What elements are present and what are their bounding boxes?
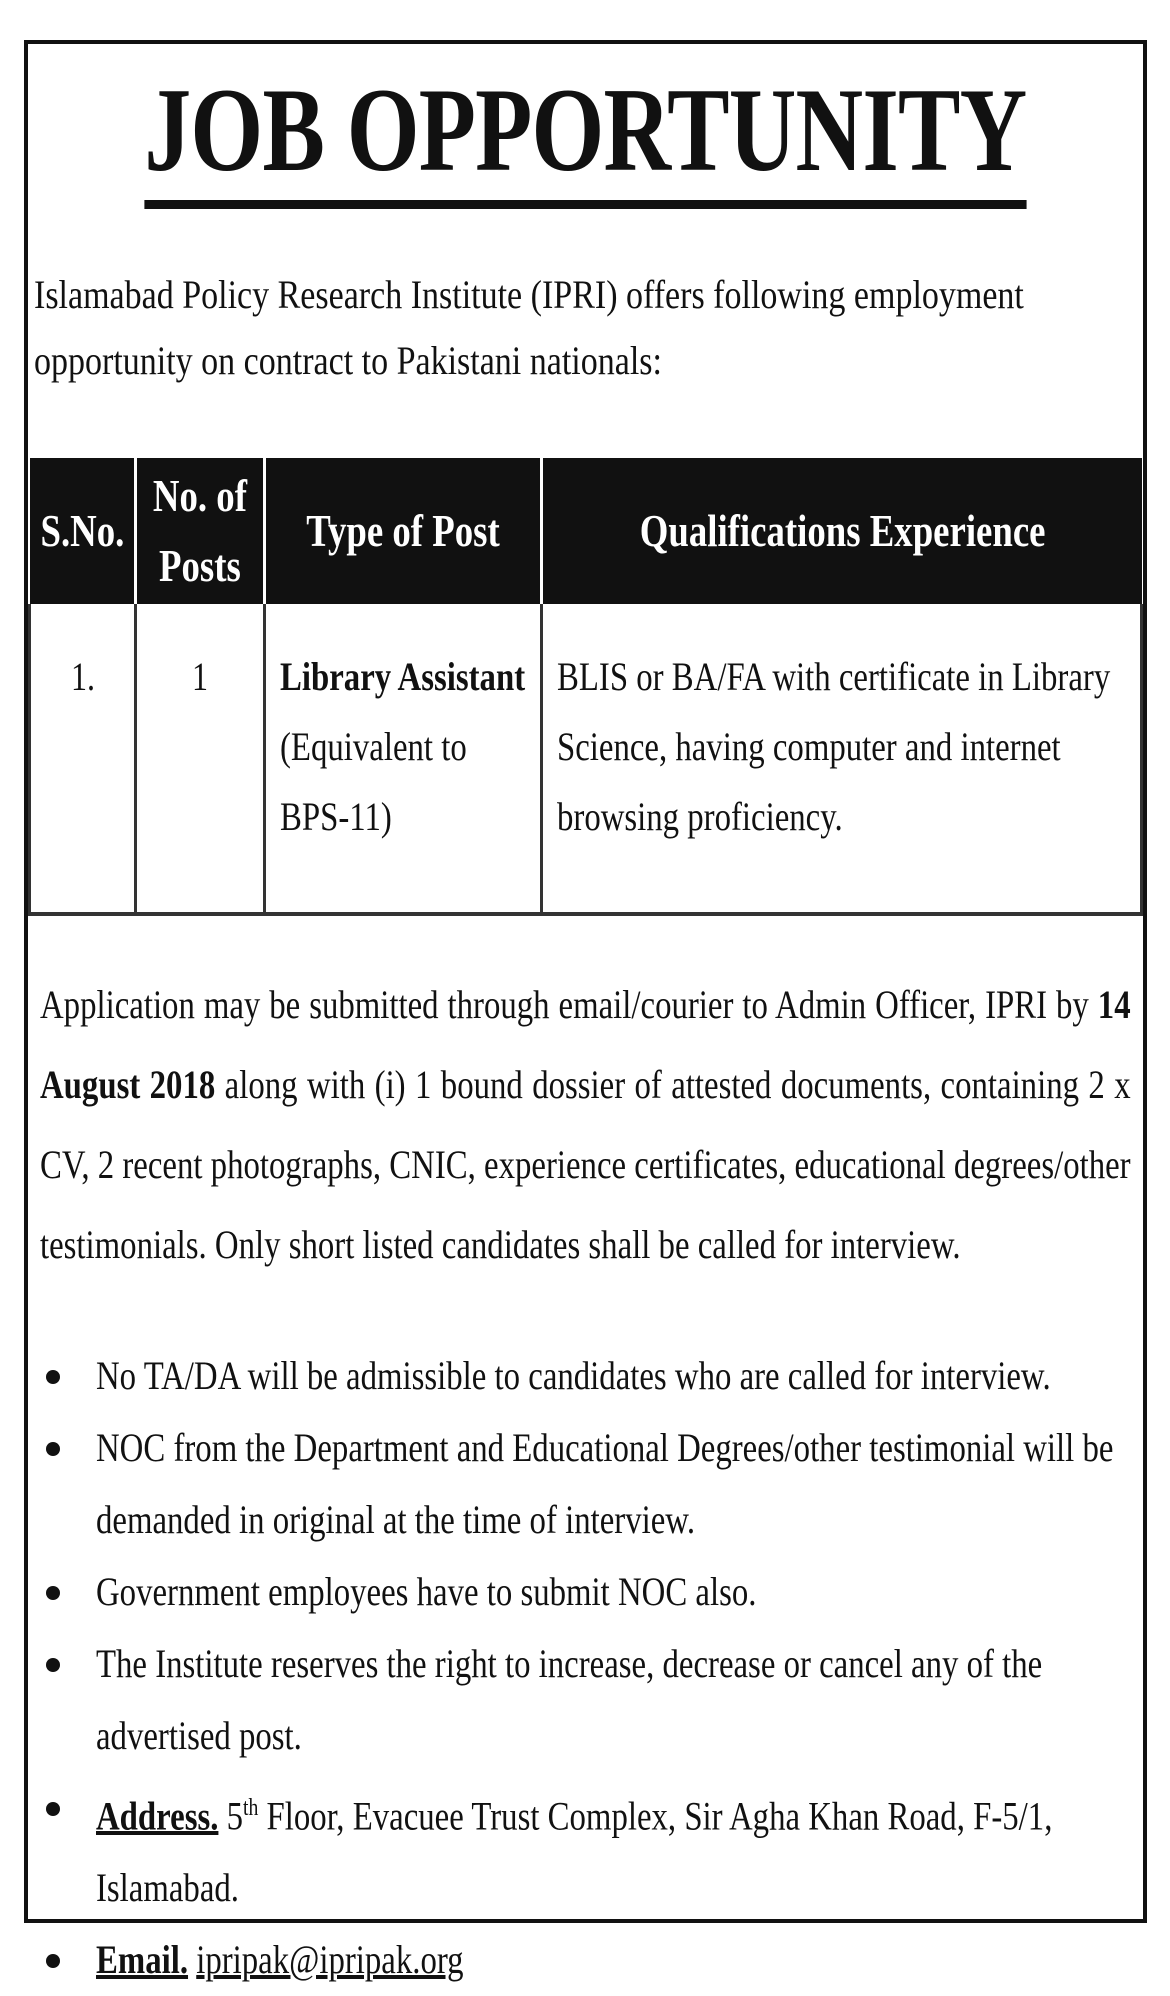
address-item: Address. 5th Floor, Evacuee Trust Complex, Sir Agha Khan Road, F-5/1, Islamabad. [40,1772,1140,1924]
bullet-icon [46,1442,60,1456]
cell-sno: 1. [30,604,136,914]
cell-qualifications: BLIS or BA/FA with certificate in Library Science, having computer and internet browsing proficiency. [542,604,1142,914]
jobs-table [28,458,1143,916]
address-text: Floor, Evacuee Trust Complex, Sir Agha Khan Road, F-5/1, Islamabad. [96,1793,1053,1911]
email-label: Email. [96,1937,189,1983]
email-item [40,1924,1140,1996]
bullet-icon [46,1658,60,1672]
application-paragraph: Application may be submitted through email/courier to Admin Officer, IPRI by 14 August 2018 along with (i) 1 bound dossier of attested documents, containing 2 x CV, 2 recent photographs, CNIC, experience certificates, educational degrees/other testimonials. Only short listed candidates shall be called for interview. [40,982,1131,1267]
intro-paragraph: Islamabad Policy Research Institute (IPRI) offers following employment opportunity on contract to Pakistani nationals: [34,272,1024,383]
address-label: Address. [96,1793,219,1839]
list-item: No TA/DA will be admissible to candidates who are called for interview. [40,1340,1140,1412]
cell-type [265,604,542,914]
list-item: The Institute reserves the right to increase, decrease or cancel any of the advertised post. [40,1628,1140,1772]
list-item: Government employees have to submit NOC also. [40,1556,1140,1628]
page-title [0,63,1170,209]
bullet-icon [46,1370,60,1384]
terms-list [40,1340,1140,1996]
header-posts: No. of Posts [136,458,265,604]
header-type: Type of Post [265,458,542,604]
table-row [30,604,1142,914]
header-qualifications: Qualifications Experience [542,458,1142,604]
bullet-icon [46,1954,60,1968]
bullet-icon [46,1586,60,1600]
list-item: NOC from the Department and Educational Degrees/other testimonial will be demanded in original at the time of interview. [40,1412,1140,1556]
table-header-row [30,458,1142,604]
title-text: JOB OPPORTUNITY [144,70,1026,209]
email-link[interactable]: ipripak@ipripak.org [196,1937,464,1983]
application-deadline: 14 August 2018 [40,982,1131,1107]
header-sno: S.No. [30,458,136,604]
cell-posts: 1 [136,604,265,914]
post-name: Library Assistant [280,654,526,699]
post-grade: (Equivalent to BPS-11) [280,724,467,839]
bullet-icon [46,1802,60,1816]
